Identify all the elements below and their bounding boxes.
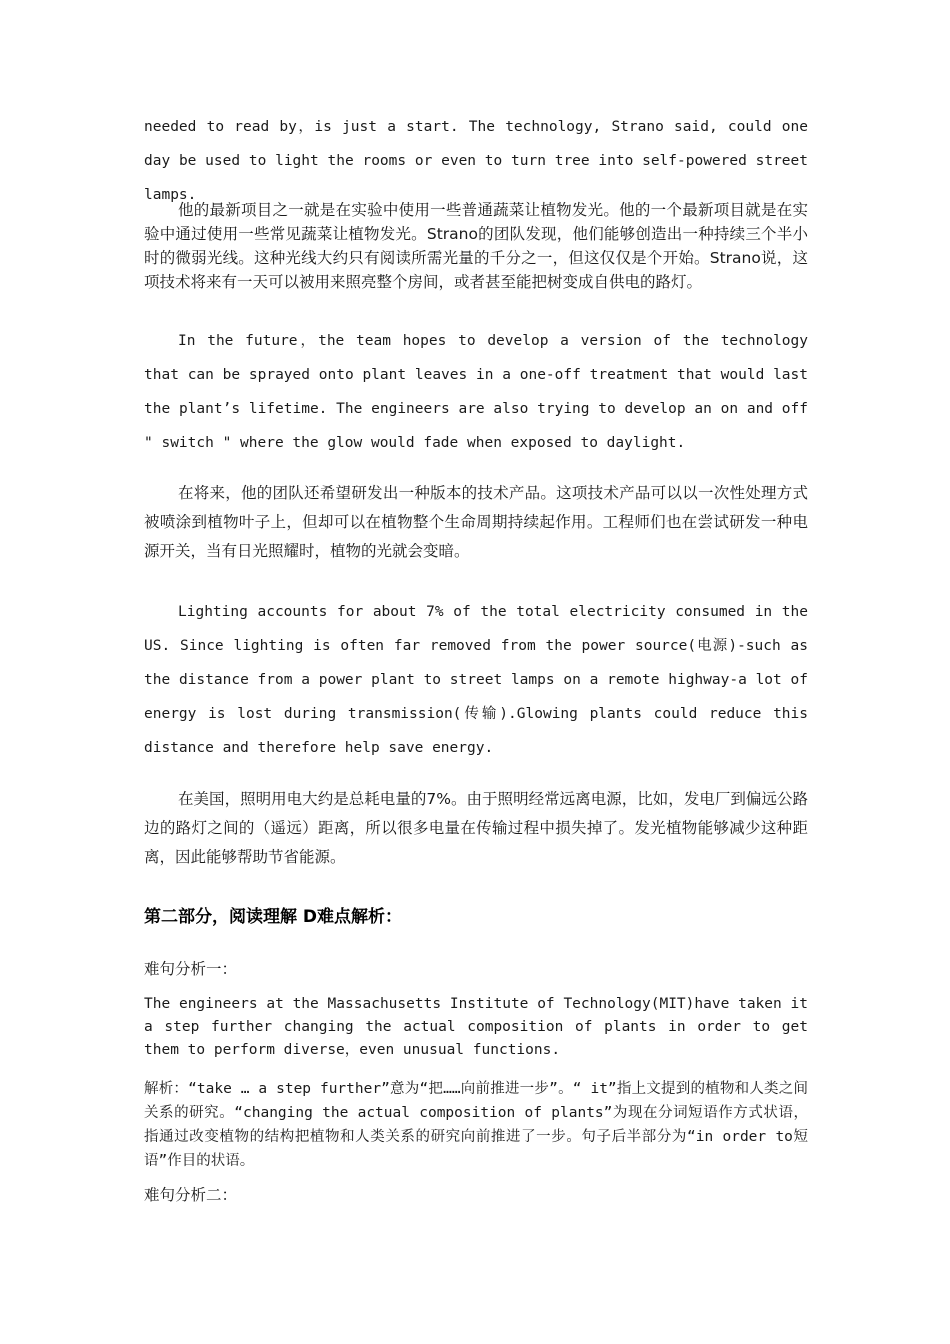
paragraph-3-chinese: 在美国，照明用电大约是总耗电量的7%。由于照明经常远离电源，比如，发电厂到偏远公路边的路灯之间的（遥远）距离，所以很多电量在传输过程中损失掉了。发光植物能够减少这种距离，因此能够帮助节省能源。 xyxy=(144,790,808,866)
analysis-2-label: 难句分析二： xyxy=(144,1186,238,1204)
paragraph-2-chinese: 在将来，他的团队还希望研发出一种版本的技术产品。这项技术产品可以以一次性处理方式被喷涂到植物叶子上，但却可以在植物整个生命周期持续起作用。工程师们也在尝试研发一种电源开关，当有日光照耀时，植物的光就会变暗。 xyxy=(144,484,808,560)
paragraph-1-chinese: 他的最新项目之一就是在实验中使用一些普通蔬菜让植物发光。他的一个最新项目就是在实验中通过使用一些常见蔬菜让植物发光。Strano的团队发现，他们能够创造出一种持续三个半小时的微弱光线。这种光线大约只有阅读所需光量的千分之一，但这仅仅是个开始。Strano说，这项技术将来有一天可以被用来照亮整个房间，或者甚至能把树变成自供电的路灯。 xyxy=(144,201,808,291)
analysis-1-label: 难句分析一： xyxy=(144,960,238,978)
analysis-1-explanation: 解析：“take … a step further”意为“把……向前推进一步”。“ it”指上文提到的植物和人类之间关系的研究。“changing the actual composition of plants”为现在分词短语作方式状语，指通过改变植物的结构把植物和人类关系的研究向前推进了一步。句子后半部分为“in order to短语”作目的状语。 xyxy=(144,1081,808,1169)
analysis-1-sentence: The engineers at the Massachusetts Institute of Technology(MIT)have taken it a step further changing the actual composition of plants in order to get them to perform diverse，even unusual functions. xyxy=(144,996,808,1058)
paragraph-2-english: In the future，the team hopes to develop a version of the technology that can be sprayed onto plant leaves in a one-off treatment that would last the plant’s lifetime. The engineers are also trying to develop an on and off " switch " where the glow would fade when exposed to daylight. xyxy=(144,333,808,451)
paragraph-1-english: needed to read by，is just a start. The technology, Strano said, could one day be used to light the rooms or even to turn tree into self-powered street lamps. xyxy=(144,119,808,203)
paragraph-3-english: Lighting accounts for about 7% of the total electricity consumed in the US. Since lighting is often far removed from the power source(电源)-such as the distance from a power plant to street lamps on a remote highway-a lot of energy is lost during transmission(传输).Glowing plants could reduce this distance and therefore help save energy. xyxy=(144,604,808,756)
section-heading: 第二部分，阅读理解 D难点解析： xyxy=(144,907,403,927)
